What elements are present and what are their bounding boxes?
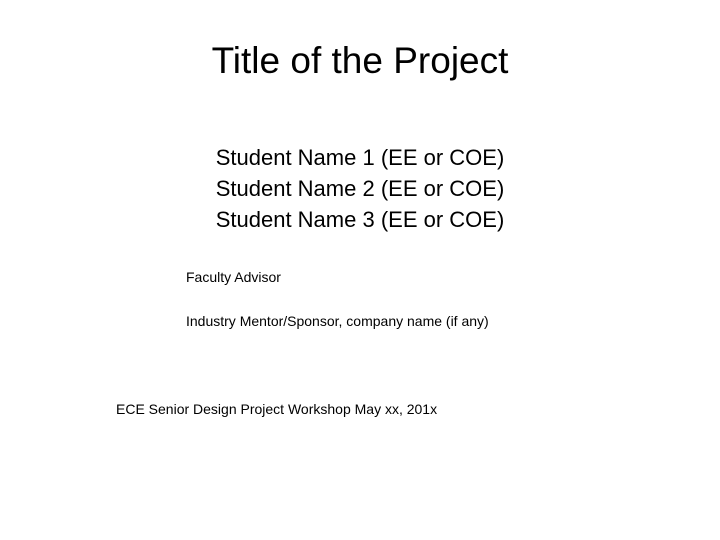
workshop-line: ECE Senior Design Project Workshop May xx, 201x [116, 401, 438, 417]
student-name-3: Student Name 3 (EE or COE) [215, 207, 505, 232]
student-name-1: Student Name 1 (EE or COE) [215, 145, 505, 170]
faculty-advisor: Faculty Advisor [186, 269, 281, 285]
student-name-2: Student Name 2 (EE or COE) [215, 176, 505, 201]
industry-mentor: Industry Mentor/Sponsor, company name (if any) [186, 313, 489, 329]
slide-title: Title of the Project [211, 40, 509, 81]
student-list [0, 142, 720, 235]
